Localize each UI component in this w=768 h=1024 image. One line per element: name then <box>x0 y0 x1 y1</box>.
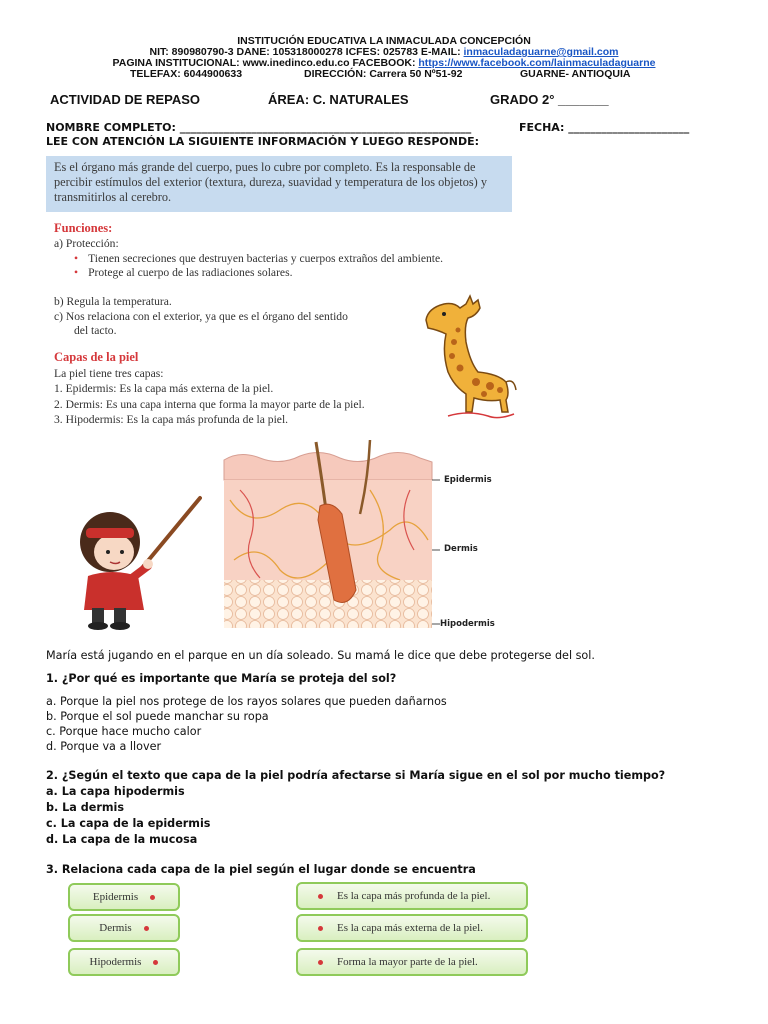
connector-dot-icon[interactable] <box>318 960 323 965</box>
function-b: b) Regula la temperatura. <box>54 295 172 308</box>
connector-dot-icon[interactable] <box>318 926 323 931</box>
match-right-label: Es la capa más externa de la piel. <box>337 922 483 934</box>
name-field-label[interactable]: NOMBRE COMPLETO: _____________________________________________________ <box>46 121 472 134</box>
q1-option-d[interactable]: d. Porque va a llover <box>46 740 162 753</box>
match-right-label: Es la capa más profunda de la piel. <box>337 890 491 902</box>
function-a2 <box>74 265 292 280</box>
match-right-2[interactable] <box>296 914 528 942</box>
instruction: LEE CON ATENCIÓN LA SIGUIENTE INFORMACIÓN Y LUEGO RESPONDE: <box>46 135 480 148</box>
diagram-label-epidermis: Epidermis <box>444 475 492 485</box>
function-a1 <box>74 251 443 266</box>
bullet-icon: • <box>74 266 79 279</box>
function-a2-text: Protege al cuerpo de las radiaciones solares. <box>88 266 293 279</box>
question-3: 3. Relaciona cada capa de la piel según el lugar donde se encuentra <box>46 863 476 876</box>
q1-option-a[interactable]: a. Porque la piel nos protege de los rayos solares que pueden dañarnos <box>46 695 447 708</box>
q2-option-a[interactable]: a. La capa hipodermis <box>46 785 185 798</box>
q1-option-c[interactable]: c. Porque hace mucho calor <box>46 725 202 738</box>
match-left-hipodermis[interactable] <box>68 948 180 976</box>
bullet-icon: • <box>74 252 79 265</box>
web-text: PAGINA INSTITUCIONAL: www.inedinco.edu.co FACEBOOK: <box>112 57 416 69</box>
diagram-label-hipodermis: Hipodermis <box>440 619 495 629</box>
function-c2: del tacto. <box>74 324 117 337</box>
question-1: 1. ¿Por qué es importante que María se proteja del sol? <box>46 672 397 685</box>
city: GUARNE- ANTIOQUIA <box>520 68 631 80</box>
layer-2: 2. Dermis: Es una capa interna que forma la mayor parte de la piel. <box>54 398 365 411</box>
function-a: a) Protección: <box>54 237 119 250</box>
q2-option-b[interactable]: b. La dermis <box>46 801 124 814</box>
diagram-label-dermis: Dermis <box>444 544 478 554</box>
giraffe-illustration <box>418 282 518 422</box>
function-c1: c) Nos relaciona con el exterior, ya que es el órgano del sentido <box>54 310 348 323</box>
function-a1-text: Tienen secreciones que destruyen bacterias y cuerpos extraños del ambiente. <box>88 252 444 265</box>
layers-title: Capas de la piel <box>54 350 139 364</box>
facebook-link[interactable]: https://www.facebook.com/lainmaculadaguarne <box>418 57 656 69</box>
skin-layers-diagram <box>220 440 440 636</box>
match-left-epidermis[interactable] <box>68 883 180 911</box>
connector-dot-icon[interactable] <box>153 960 158 965</box>
match-right-label: Forma la mayor parte de la piel. <box>337 956 478 968</box>
connector-dot-icon[interactable] <box>144 926 149 931</box>
address: DIRECCIÓN: Carrera 50 Nº51-92 <box>304 68 463 80</box>
match-left-label: Hipodermis <box>89 956 142 968</box>
match-left-label: Epidermis <box>92 891 139 903</box>
q2-option-d[interactable]: d. La capa de la mucosa <box>46 833 198 846</box>
match-right-1[interactable] <box>296 882 528 910</box>
girl-pointing-illustration <box>62 492 202 632</box>
intro-box: Es el órgano más grande del cuerpo, pues lo cubre por completo. Es la responsable de percibir estímulos del exterior (textura, dureza, suavidad y temperatura de los objetos) y transmitirlos al cerebro. <box>46 156 512 212</box>
institution-name: INSTITUCIÓN EDUCATIVA LA INMACULADA CONCEPCIÓN <box>237 35 531 47</box>
connector-dot-icon[interactable] <box>318 894 323 899</box>
match-right-3[interactable] <box>296 948 528 976</box>
area-label: ÁREA: C. NATURALES <box>268 92 409 107</box>
nit-text: NIT: 890980790-3 DANE: 105318000278 ICFES: 025783 E-MAIL: <box>149 46 461 58</box>
telefax: TELEFAX: 6044900633 <box>130 68 243 80</box>
layer-3: 3. Hipodermis: Es la capa más profunda de la piel. <box>54 413 289 426</box>
activity-title: ACTIVIDAD DE REPASO <box>50 92 200 107</box>
grade-label: GRADO 2° _______ <box>490 92 609 107</box>
layer-1: 1. Epidermis: Es la capa más externa de la piel. <box>54 382 274 395</box>
connector-dot-icon[interactable] <box>150 895 155 900</box>
functions-title: Funciones: <box>54 221 113 235</box>
q1-option-b[interactable]: b. Porque el sol puede manchar su ropa <box>46 710 269 723</box>
match-left-label: Dermis <box>99 922 132 934</box>
story-text: María está jugando en el parque en un día soleado. Su mamá le dice que debe protegerse del sol. <box>46 649 595 662</box>
date-field-label[interactable]: FECHA: ______________________ <box>519 121 690 134</box>
q2-option-c[interactable]: c. La capa de la epidermis <box>46 817 211 830</box>
match-left-dermis[interactable] <box>68 914 180 942</box>
question-2: 2. ¿Según el texto que capa de la piel podría afectarse si María sigue en el sol por mucho tiempo? <box>46 769 666 782</box>
layers-intro: La piel tiene tres capas: <box>54 367 164 380</box>
email-link[interactable]: inmaculadaguarne@gmail.com <box>463 46 619 58</box>
